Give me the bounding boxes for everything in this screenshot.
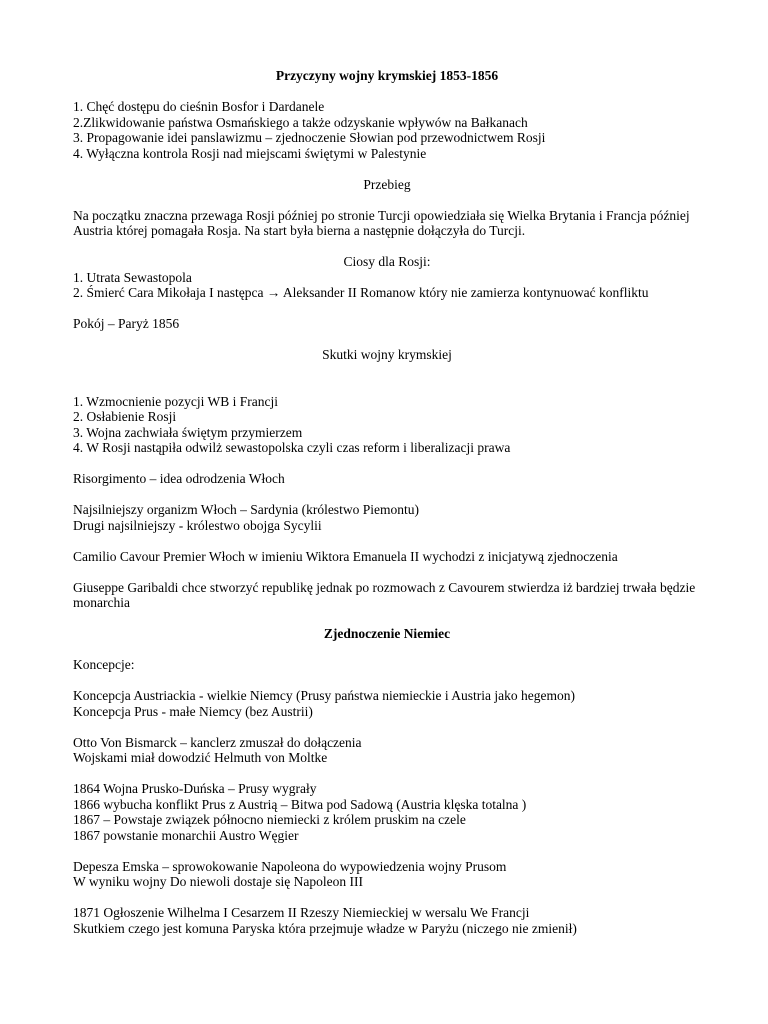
skutek-line: 1. Wzmocnienie pozycji WB i Francji [73,393,278,409]
skutek-line: 3. Wojna zachwiała świętym przymierzem [73,424,303,440]
depesza-line: Depesza Emska – sprowokowanie Napoleona do wypowiedzenia wojny Prusom [73,858,507,874]
heading-ciosy: Ciosy dla Rosji: [343,254,431,269]
cios-line: 1. Utrata Sewastopola [73,269,192,285]
cause-line: 3. Propagowanie idei panslawizmu – zjednoczenie Słowian pod przewodnictwem Rosji [73,130,546,145]
depesza-line: W wyniku wojny Do niewoli dostaje się Napoleon III [73,874,363,889]
cause-line: 4. Wyłączna kontrola Rosji nad miejscami świętymi w Palestynie [73,145,427,161]
data-line: 1867 powstanie monarchii Austro Węgier [73,827,299,843]
koncepcje-label: Koncepcje: [73,657,135,672]
risorgimento-line: Risorgimento – idea odrodzenia Włoch [73,471,285,486]
pokoj-line: Pokój – Paryż 1856 [73,316,180,331]
cause-line: 1. Chęć dostępu do cieśnin Bosfor i Dardanele [73,99,325,114]
data-line: 1866 wybucha konflikt Prus z Austrią – Bitwa pod Sadową (Austria klęska totalna ) [73,796,527,812]
bismarck-line: Otto Von Bismarck – kanclerz zmuszał do dołączenia [73,734,362,750]
data-line: 1864 Wojna Prusko-Duńska – Prusy wygrały [73,781,317,796]
document-body [73,68,701,936]
heading-skutki: Skutki wojny krymskiej [322,347,452,362]
skutek-line: 2. Osłabienie Rosji [73,409,177,424]
title-german-unification: Zjednoczenie Niemiec [323,626,451,641]
title-crimean-war: Przyczyny wojny krymskiej 1853-1856 [275,68,499,83]
heading-przebieg: Przebieg [363,176,411,192]
garibaldi-paragraph: Giuseppe Garibaldi chce stworzyć republikę jednak po rozmowach z Cavourem stwierdza iż bardziej trwała będzie monarchia [73,579,696,610]
skutek-line: 4. W Rosji nastąpiła odwilż sewastopolska czyli czas reform i liberalizacji prawa [73,440,511,455]
cause-line: 2.Zlikwidowanie państwa Osmańskiego a także odzyskanie wpływów na Bałkanach [73,114,528,130]
cavour-line: Camilio Cavour Premier Włoch w imieniu Wiktora Emanuela II wychodzi z inicjatywą zjednoczenia [73,548,618,564]
koncepcja-line: Koncepcja Austriackia - wielkie Niemcy (Prusy państwa niemieckie i Austria jako hegemon) [73,688,575,703]
ogloszenie-line: 1871 Ogłoszenie Wilhelma I Cesarzem II Rzeszy Niemieckiej w wersalu We Francji [73,905,530,920]
przebieg-paragraph: Na początku znaczna przewaga Rosji później po stronie Turcji opowiedziała się Wielka Brytania i Francja później Austria której pomagała Rosja. Na start była bierna a następnie dołączyła do Turcji. [73,207,690,238]
bismarck-line: Wojskami miał dowodzić Helmuth von Moltke [73,750,328,765]
organizm-line: Najsilniejszy organizm Włoch – Sardynia (królestwo Piemontu) [73,502,419,517]
koncepcja-line: Koncepcja Prus - małe Niemcy (bez Austrii) [73,703,313,719]
cios-line: 2. Śmierć Cara Mikołaja I następca → Aleksander II Romanow który nie zamierza kontynuować konfliktu [73,285,649,300]
data-line: 1867 – Powstaje związek północno niemiecki z królem pruskim na czele [73,812,466,827]
ogloszenie-line: Skutkiem czego jest komuna Paryska która przejmuje władze w Paryżu (niczego nie zmienił) [73,920,577,936]
organizm-line: Drugi najsilniejszy - królestwo obojga Sycylii [73,517,322,533]
